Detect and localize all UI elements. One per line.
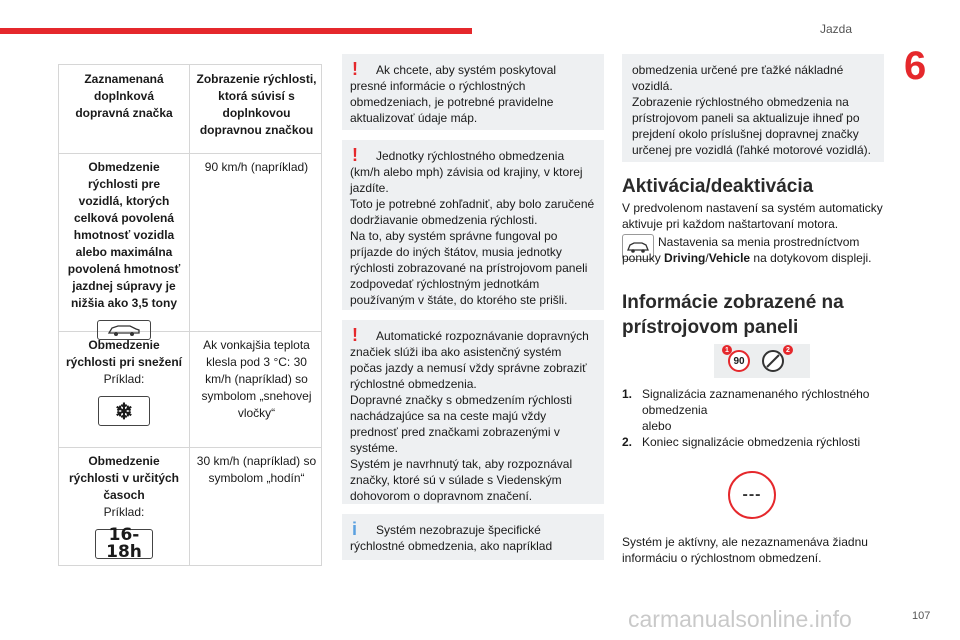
note-sign-recognition: ! Automatické rozpoznávanie dopravných značiek slúži iba ako asistenčný systém počas jazdy a nemusí vždy správne zobraziť rýchlostné obmedzenia. Dopravné značky s obmedzením rýchlosti nachádzajúce sa na ceste majú vždy prednosť pred značkami zobrazenými v systéme. Systém je navrhnutý tak, aby rozpoznával značky, ktoré sú v súlade s Viedenským dohovorom o dopravnom značení. [342,320,604,504]
chapter-number: 6 [904,44,927,88]
callout-badge-2: 2 [783,345,793,355]
table-row-3-value: 30 km/h (napríklad) so symbolom „hodín“ [196,454,317,485]
speed-limit-sign-icon: 90 [728,350,750,372]
note-speed-units: ! Jednotky rýchlostného obmedzenia (km/h alebo mph) závisia od krajiny, v ktorej jazdíte. Toto je potrebné zohľadniť, aby bolo zaručené dodržiavanie obmedzenia rýchlosti. Na to, aby systém správne fungoval po príjazde do iných štátov, musia jednotky rýchlosti zobrazované na prístrojovom paneli zodpovedať rýchlostným jednotkám používaným v štáte, do ktorého ste prišli. [342,140,604,310]
table-header-col2: Zobrazenie rýchlosti, ktorá súvisí s doplnkovou dopravnou značkou [196,72,317,137]
callout-badge-1: 1 [722,345,732,355]
final-text: Systém je aktívny, ale nezaznamenáva žiadnu informáciu o rýchlostnom obmedzení. [622,535,868,565]
warning-icon: ! [352,325,358,345]
heading-activation: Aktivácia/deaktivácia [622,176,814,197]
page-number: 107 [912,610,931,622]
table-row-1-value: 90 km/h (napríklad) [204,160,309,174]
table-row-2-value: Ak vonkajšia teplota klesla pod 3 °C: 30 km/h (napríklad) so symbolom „snehovej vločky“ [201,338,312,420]
table-row-3-label: Obmedzenie rýchlosti v určitých časoch Príklad: 16-18h [68,454,180,562]
info-icon: i [352,519,358,539]
warning-icon: ! [352,145,358,165]
section-title: Jazda [820,22,853,36]
settings-text: Nastavenia sa menia prostredníctvom ponuky Driving/Vehicle na dotykovom displeji. [622,235,872,265]
warning-icon: ! [352,59,358,79]
heading-instrument-panel: Informácie zobrazené na prístrojovom paneli [622,292,844,338]
table-row-divider [59,153,321,154]
list-item: 2. Koniec signalizácie obmedzenia rýchlosti [622,435,861,449]
end-of-limit-icon [762,350,784,372]
supplementary-sign-table [58,64,322,566]
snowflake-icon: ❄ [98,396,150,426]
table-row-divider [59,447,321,448]
time-sign-icon: 16-18h [95,529,153,559]
activation-text: V predvolenom nastavení sa systém automaticky aktivuje pri každom naštartovaní motora. [622,201,883,231]
table-row-2-label: Obmedzenie rýchlosti pri snežení Príklad: ❄ [59,337,189,426]
note-map-update: ! Ak chcete, aby systém poskytoval presné informácie o rýchlostných obmedzeniach, je potrebné pravidelne aktualizovať údaje máp. [342,54,604,130]
watermark: carmanualsonline.info [628,606,852,632]
chapter-color-bar [0,28,472,34]
table-column-divider [189,65,190,565]
no-limit-info-icon: --- [728,471,776,519]
note-continued: obmedzenia určené pre ťažké nákladné vozidlá. Zobrazenie rýchlostného obmedzenia na prístrojovom paneli sa aktualizuje ihneď po prejdení okolo príslušnej dopravnej značky určenej pre vozidlá (ľahké motorové vozidlá). [622,54,884,162]
table-header-col1: Zaznamenaná doplnková dopravná značka [75,72,173,120]
list-item: 1. Signalizácia zaznamenaného rýchlostného obmedzenia alebo [622,387,870,433]
table-row-1-label: Obmedzenie rýchlosti pre vozidlá, ktorých celková povolená hmotnosť vozidla alebo maximálna povolená hmotnosť jazdnej súpravy je nižšia ako 3,5 tony [59,159,189,340]
note-info-specific-limits: i Systém nezobrazuje špecifické rýchlostné obmedzenia, ako napríklad [342,514,604,560]
